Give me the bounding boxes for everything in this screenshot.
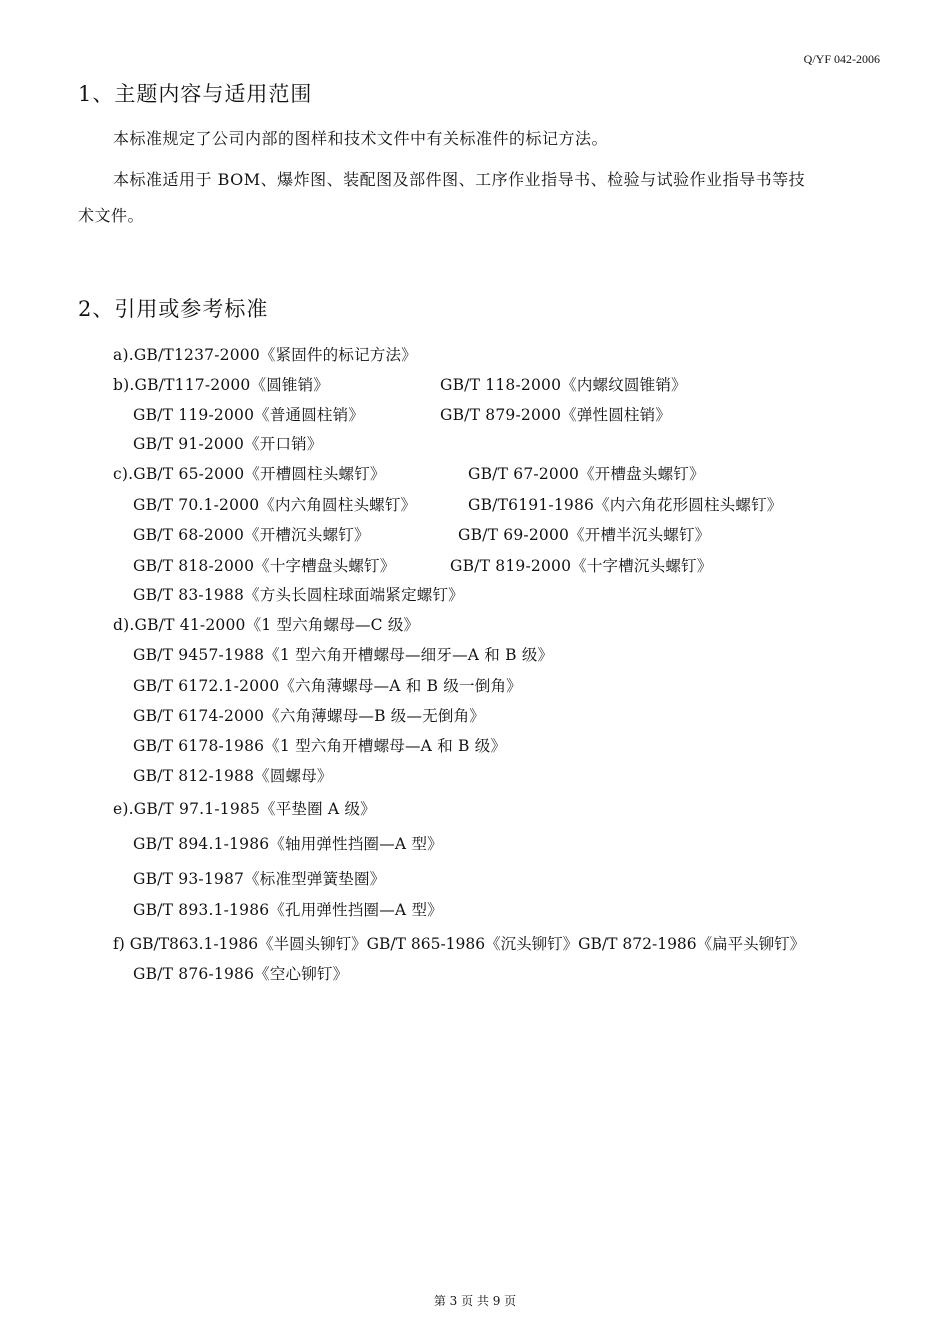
- reference-d-6: GB/T 812-1988《圆螺母》: [133, 767, 333, 785]
- section-1-paragraph-2-line-2: 术文件。: [78, 206, 145, 225]
- section-1-title: 1、主题内容与适用范围: [78, 82, 313, 106]
- reference-c-7: GB/T 818-2000《十字槽盘头螺钉》: [133, 557, 396, 575]
- reference-c-1: c).GB/T 65-2000《开槽圆柱头螺钉》: [113, 465, 386, 483]
- reference-b-5: GB/T 91-2000《开口销》: [133, 435, 323, 453]
- document-code: Q/YF 042-2006: [803, 52, 880, 66]
- reference-f-2: GB/T 876-1986《空心铆钉》: [133, 965, 349, 983]
- section-2-title: 2、引用或参考标准: [78, 297, 269, 321]
- reference-d-4: GB/T 6174-2000《六角薄螺母—B 级—无倒角》: [133, 707, 486, 725]
- reference-d-2: GB/T 9457-1988《1 型六角开槽螺母—细牙—A 和 B 级》: [133, 646, 554, 664]
- reference-b-1: b).GB/T117-2000《圆锥销》: [113, 376, 329, 394]
- reference-d-1: d).GB/T 41-2000《1 型六角螺母—C 级》: [113, 616, 420, 634]
- reference-d-3: GB/T 6172.1-2000《六角薄螺母—A 和 B 级一倒角》: [133, 677, 522, 695]
- reference-d-5: GB/T 6178-1986《1 型六角开槽螺母—A 和 B 级》: [133, 737, 507, 755]
- reference-e-1: e).GB/T 97.1-1985《平垫圈 A 级》: [113, 800, 376, 818]
- reference-b-2: GB/T 118-2000《内螺纹圆锥销》: [440, 376, 687, 394]
- section-1-paragraph-2-line-1: 本标准适用于 BOM、爆炸图、装配图及部件图、工序作业指导书、检验与试验作业指导书等技: [113, 170, 806, 189]
- reference-c-2: GB/T 67-2000《开槽盘头螺钉》: [468, 465, 705, 483]
- reference-a-1: a).GB/T1237-2000《紧固件的标记方法》: [113, 346, 417, 364]
- reference-e-2: GB/T 894.1-1986《轴用弹性挡圈—A 型》: [133, 835, 443, 853]
- reference-f-1: f) GB/T863.1-1986《半圆头铆钉》GB/T 865-1986《沉头铆钉》GB/T 872-1986《扁平头铆钉》: [113, 935, 806, 953]
- reference-e-4: GB/T 893.1-1986《孔用弹性挡圈—A 型》: [133, 901, 443, 919]
- reference-e-3: GB/T 93-1987《标准型弹簧垫圈》: [133, 870, 386, 888]
- reference-c-4: GB/T6191-1986《内六角花形圆柱头螺钉》: [468, 496, 783, 514]
- reference-b-3: GB/T 119-2000《普通圆柱销》: [133, 406, 365, 424]
- page-number: 第 3 页 共 9 页: [433, 1294, 517, 1308]
- section-1-paragraph-1: 本标准规定了公司内部的图样和技术文件中有关标准件的标记方法。: [113, 129, 609, 148]
- reference-b-4: GB/T 879-2000《弹性圆柱销》: [440, 406, 672, 424]
- reference-c-3: GB/T 70.1-2000《内六角圆柱头螺钉》: [133, 496, 417, 514]
- reference-c-5: GB/T 68-2000《开槽沉头螺钉》: [133, 526, 370, 544]
- reference-c-8: GB/T 819-2000《十字槽沉头螺钉》: [450, 557, 713, 575]
- reference-c-6: GB/T 69-2000《开槽半沉头螺钉》: [458, 526, 711, 544]
- reference-c-9: GB/T 83-1988《方头长圆柱球面端紧定螺钉》: [133, 586, 464, 604]
